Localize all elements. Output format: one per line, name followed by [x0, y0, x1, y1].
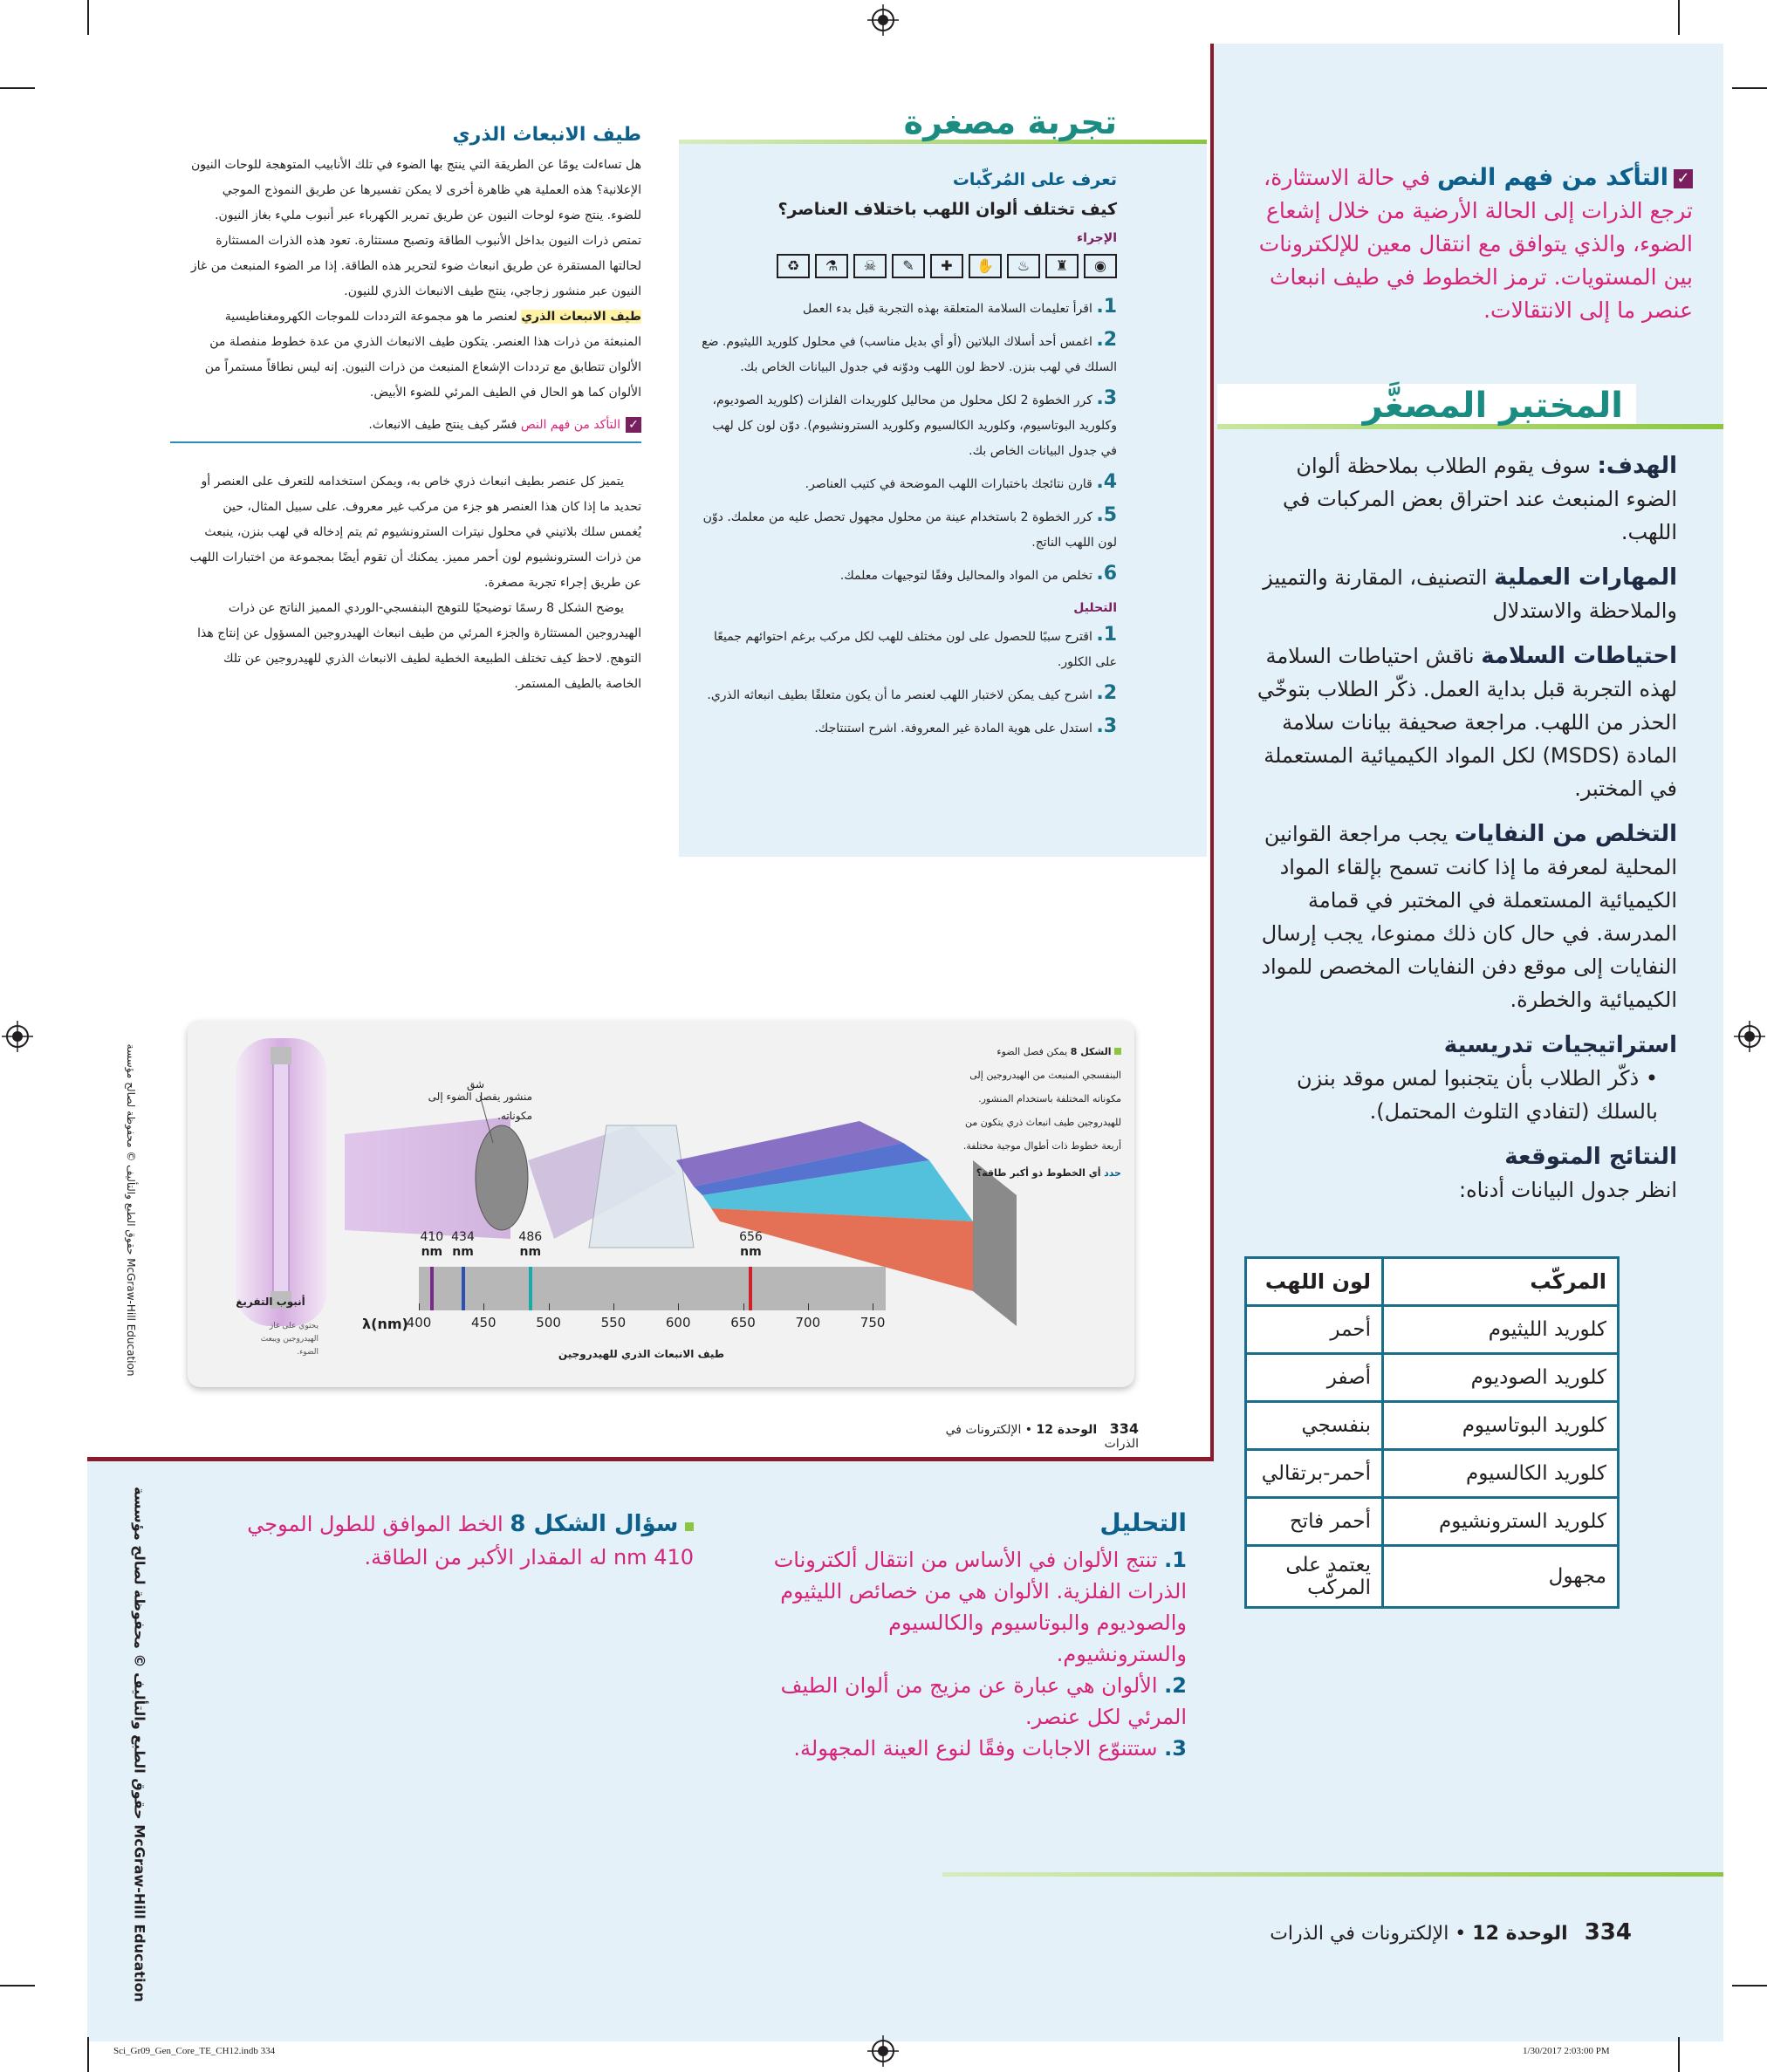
emission-line-unit: nm: [740, 1245, 762, 1259]
check-understanding-label: التأكد من فهم النص: [1437, 164, 1668, 191]
footer-unit-title: • الإلكترونات في الذرات: [1270, 1923, 1467, 1945]
caption-label: الشكل 8: [1070, 1046, 1112, 1057]
crop-mark: [0, 87, 35, 89]
table-header: المركّب: [1383, 1258, 1619, 1306]
list-item: 3. ستتنوّع الاجابات وفقًا لنوع العينة المجهولة.: [793, 1736, 1187, 1761]
list-item: 2. اغمس أحد أسلاك البلاتين (أو أي بديل مناسب) في محلول كلوريد الليثيوم. ضع السلك في لهب بنزن. لاحظ لون اللهب ودوّنه في جدول البيانات الخاص بك.: [702, 329, 1117, 374]
slug-file: Sci_Gr09_Gen_Core_TE_CH12.indb 334: [113, 2046, 276, 2056]
emission-line-label: [731, 1230, 770, 1260]
safety-icons: [698, 254, 1117, 278]
inner-unit-title: • الإلكترونات في الذرات: [945, 1423, 1139, 1451]
spectrum-tick: [549, 1303, 550, 1310]
answer-text: الألوان هي عبارة عن مزيج من ألوان الطيف المرئي لكل عنصر.: [780, 1673, 1187, 1729]
axis-label: λ(nm): [362, 1316, 408, 1332]
toxic-safety-icon: ☠: [853, 254, 887, 278]
experiment-subtitle: تعرف على المُركّبات: [952, 170, 1117, 189]
list-item: 3. كرر الخطوة 2 لكل محلول من محاليل كلوريدات الفلزات (كلوريد الصوديوم، وكلوريد البوتاسيوم، وكلوريد الكالسيوم وكلوريد السترونشيوم). دوّن لون كل لهب في جدول البيانات الخاص بك.: [712, 387, 1117, 458]
inner-unit: الوحدة 12: [1036, 1423, 1098, 1437]
emission-paragraph-3: يتميز كل عنصر بطيف انبعاث ذري خاص به، ويمكن استخدامه للتعرف على العنصر أو تحديد ما إذا كان هذا العنصر هو جزء من مركب غير معروف. على سبيل المثال، حين يُغمس سلك بلاتيني في محلول نيترات السترونشيوم ثم يتم إدخاله في لهب بنزن، ينبعث من ذرات السترونشيوم لون أحمر مميز. يمكنك أن تقوم أيضًا بمجموعة من اختبارات اللهب عن طريق إجراء تجربة مصغرة.: [189, 475, 641, 590]
crop-mark: [87, 0, 89, 35]
skills-label: المهارات العملية: [1494, 564, 1677, 591]
prism: [589, 1125, 694, 1248]
caption-bullet-icon: [1114, 1048, 1121, 1055]
minilab-title: المختبر المصغَّر: [1362, 386, 1623, 426]
list-item: 2. الألوان هي عبارة عن مزيج من ألوان الطيف المرئي لكل عنصر.: [780, 1673, 1187, 1729]
emission-paragraph-1: هل تساءلت يومًا عن الطريقة التي ينتج بها الضوء في تلك الأنابيب المتوهجة للوحات النيون الإعلانية؟ هذه العملية هي ظاهرة أخرى لا يمكن تفسيرها عن طريق النموذج الموجي للضوء. ينتج ضوء لوحات النيون عن طريق تمرير الكهرباء عبر أنبوب مليء بغاز النيون. تمتص ذرات النيون بداخل الأنبوب الطاقة وتصبح مستثارة. تعود هذه الذرات المستثارة لحالتها المستقرة عن طريق انبعاث ضوء لتحرير هذه الطاقة. إذا مر الضوء المنبعث من غاز النيون عبر منشور زجاجي، ينتج طيف الانبعاث الذري للنيون.: [190, 158, 641, 298]
slit-label: شق: [466, 1078, 484, 1091]
table-cell: أحمر-برتقالي: [1246, 1450, 1383, 1498]
experiment-question: كيف تختلف ألوان اللهب باختلاف العناصر؟: [777, 200, 1117, 219]
table-row: [1246, 1306, 1619, 1354]
registration-mark-icon: [867, 4, 899, 36]
definition-term: طيف الانبعاث الذري: [521, 310, 641, 324]
table-row: [1246, 1546, 1619, 1608]
safety-label: احتياطات السلامة: [1481, 643, 1677, 669]
figure-caption: [955, 1040, 1121, 1185]
page-footer: [1213, 1919, 1632, 1945]
mini-experiment-title: تجربة مصغرة: [903, 103, 1117, 141]
emission-line-nm: 410: [420, 1230, 444, 1244]
figure-8: [188, 1021, 1134, 1387]
analysis-text: استدل على هوية المادة غير المعروفة. اشرح استنتاجك.: [814, 721, 1092, 735]
analysis-list: [698, 622, 1117, 742]
spectrum-tick: [808, 1303, 809, 1310]
table-cell: أحمر: [1246, 1306, 1383, 1354]
disposal-safety-icon: ♻: [777, 254, 810, 278]
spectrum-tick: [678, 1303, 679, 1310]
emission-paragraph-4: يوضح الشكل 8 رسمًا توضيحيًا للتوهج البنفسجي-الوردي المميز الناتج عن ذرات الهيدروجين المستثارة والجزء المرئي من طيف انبعاث الهيدروجين المسؤول عن إنتاج هذا التوهج. لاحظ كيف تختلف الطبيعة الخطية لطيف الانبعاث الذري للهيدروجين عن تلك الخاصة بالطيف المستمر.: [197, 601, 641, 691]
figure-question-text: الخط الموافق للطول الموجي 410 nm له المقدار الأكبر من الطاقة.: [247, 1512, 694, 1569]
side-copyright-inner: McGraw-Hill Education حقوق الطبع والتأليف © محفوظة لصالح مؤسسة: [125, 1043, 137, 1377]
emission-line: [749, 1267, 752, 1310]
procedure-label: الإجراء: [1077, 231, 1117, 245]
results-text: انظر جدول البيانات أدناه:: [1459, 1178, 1677, 1202]
crop-mark: [0, 1985, 35, 1987]
slit-disc: [476, 1125, 528, 1230]
results-label: النتائج المتوقعة: [1504, 1144, 1677, 1170]
strategies-item-text: ذكّر الطلاب بأن يتجنبوا لمس موقد بنزن بالسلك (لتفادي التلوث المحتمل).: [1297, 1066, 1658, 1124]
footer-unit: الوحدة 12: [1472, 1923, 1568, 1945]
table-cell: يعتمد على المركّب: [1246, 1546, 1383, 1608]
list-item: 3. استدل على هوية المادة غير المعروفة. اشرح استنتاجك.: [814, 715, 1117, 737]
disposal-label: التخلص من النفايات: [1454, 821, 1677, 847]
emission-line: [462, 1267, 465, 1310]
page-number: 334: [1584, 1919, 1632, 1945]
inner-page-number: 334: [1109, 1420, 1139, 1437]
spectrum-label: طيف الانبعاث الذري للهيدروجين: [558, 1348, 725, 1360]
spectrum-tick-label: 400: [406, 1315, 432, 1330]
analysis-text: اقترح سببًا للحصول على لون مختلف للهب لكل مركب برغم احتوائهم جميعًا على الكلور.: [713, 630, 1117, 669]
tube-label: أنبوب التفريغ: [236, 1296, 305, 1308]
caption-question-label: حدد: [1104, 1167, 1121, 1179]
registration-mark-icon: [1734, 1021, 1765, 1052]
table-row: [1246, 1402, 1619, 1450]
inner-right-rule: [1210, 44, 1214, 1461]
check-understanding-box: [1239, 161, 1693, 327]
caption-text: يمكن فصل الضوء البنفسجي المنبعث من الهيدروجين إلى مكوناته المختلفة باستخدام المنشور. للهيدروجين طيف انبعاث ذري يتكون من أربعة خطوط ذات أطوال موجية مختلفة.: [962, 1046, 1121, 1152]
emission-check-text: فسّر كيف ينتج طيف الانبعاث.: [368, 418, 517, 432]
spectrum-tick-label: 500: [536, 1315, 561, 1330]
spectrum-tick: [613, 1303, 614, 1310]
spectrum-tick-label: 600: [665, 1315, 691, 1330]
spectrum-tick-label: 550: [600, 1315, 627, 1330]
side-copyright-outer: McGraw-Hill Education حقوق الطبع والتأليف © محفوظة لصالح مؤسسة: [131, 1487, 148, 2002]
table-header: لون اللهب: [1246, 1258, 1383, 1306]
step-text: كرر الخطوة 2 لكل محلول من محاليل كلوريدات الفلزات (كلوريد الصوديوم، وكلوريد البوتاسيوم، وكلوريد الكالسيوم وكلوريد السترونشيوم). دوّن لون كل لهب في جدول البيانات الخاص بك.: [712, 393, 1117, 458]
spectrum-tick-label: 650: [730, 1315, 756, 1330]
step-text: تخلص من المواد والمحاليل وفقًا لتوجيهات معلمك.: [839, 569, 1092, 583]
crop-mark: [1678, 0, 1680, 35]
table-cell: كلوريد السترونشيوم: [1383, 1498, 1619, 1546]
fire-safety-icon: ♨: [1007, 254, 1040, 278]
table-cell: كلوريد الليثيوم: [1383, 1306, 1619, 1354]
answer-text: ستتنوّع الاجابات وفقًا لنوع العينة المجهولة.: [793, 1736, 1158, 1761]
spectrum-tick: [743, 1303, 744, 1310]
inner-bottom-rule: [87, 1457, 1214, 1461]
table-cell: أصفر: [1246, 1354, 1383, 1402]
irritant-safety-icon: ✚: [930, 254, 963, 278]
tube-note: يحتوي على غاز الهيدروجين ويبعث الضوء.: [260, 1322, 318, 1357]
spectrum-tick-label: 450: [470, 1315, 497, 1330]
disposal-text: يجب مراجعة القوانين المحلية لمعرفة ما إذا كانت تسمح بإلقاء المواد الكيميائية المستعملة في المختبر في قمامة المدرسة. في حال كان ذلك ممنوعا، يجب إرسال النفايات إلى موقع دفن النفايات المخصص للمواد الكيميائية والخطرة.: [1261, 822, 1677, 1012]
goal-label: الهدف:: [1597, 453, 1677, 479]
emission-check-label: التأكد من فهم النص: [520, 418, 620, 432]
bullet-icon: [685, 1522, 694, 1531]
sharp-safety-icon: ✎: [892, 254, 925, 278]
emission-section: [188, 122, 641, 697]
spectrum-tick: [483, 1303, 484, 1310]
safety-text: ناقش احتياطات السلامة لهذه التجربة قبل بداية العمل. ذكّر الطلاب بتوخّي الحذر من اللهب. مراجعة صحيفة بيانات سلامة المادة (MSDS) لكل المواد الكيميائية المستعملة في المختبر.: [1257, 644, 1677, 801]
list-item: 1. تنتج الألوان في الأساس من انتقال ألكترونات الذرات الفلزية. الألوان هي من خصائص الليثيوم والصوديوم والبوتاسيوم والكالسيوم والسترونشيوم.: [773, 1548, 1187, 1666]
divider: [170, 441, 641, 443]
list-item: 1. اقرأ تعليمات السلامة المتعلقة بهذه التجربة قبل بدء العمل: [803, 296, 1117, 318]
registration-mark-icon: [867, 2035, 899, 2067]
emission-line-nm: 656: [739, 1230, 763, 1244]
table-cell: كلوريد البوتاسيوم: [1383, 1402, 1619, 1450]
caption-question: أي الخطوط ذو أكبر طاقة؟: [976, 1167, 1101, 1179]
discharge-tube: [273, 1056, 289, 1300]
data-table: [1244, 1256, 1620, 1609]
table-row: [1246, 1498, 1619, 1546]
analysis-answers-title: التحليل: [1099, 1508, 1187, 1537]
analysis-answers: [768, 1508, 1187, 1764]
table-cell: بنفسجي: [1246, 1402, 1383, 1450]
figure-question-answer: [223, 1508, 694, 1574]
minilab-body: [1248, 449, 1677, 1207]
screen: [973, 1160, 1017, 1326]
handwash-safety-icon: ✋: [969, 254, 1002, 278]
procedure-list: [698, 294, 1117, 589]
step-text: كرر الخطوة 2 باستخدام عينة من محلول مجهول تحصل عليه من معلمك. دوّن لون اللهب الناتج.: [702, 510, 1117, 550]
clothing-safety-icon: ♜: [1045, 254, 1079, 278]
slug-date: 1/30/2017 2:03:00 PM: [1523, 2046, 1610, 2056]
emission-paragraph-2: لعنصر ما هو مجموعة الترددات للموجات الكهرومغناطيسية المنبعثة من ذرات هذا العنصر. يتكون طيف الانبعاث الذري من عدة خطوط منفصلة من الألوان تتطابق مع ترددات الإشعاع المنبعث من ذرات النيون. إنه ليس نطاقاً مستمراً من الألوان كما هو الحال في الطيف المرئي للضوء الأبيض.: [204, 310, 641, 400]
crop-mark: [87, 2037, 89, 2072]
emission-line: [529, 1267, 532, 1310]
check-understanding-lead: في حالة: [1356, 165, 1431, 190]
emission-line-unit: nm: [421, 1245, 443, 1259]
table-cell: مجهول: [1383, 1546, 1619, 1608]
eye-safety-icon: ◉: [1084, 254, 1117, 278]
mini-experiment-body: [698, 170, 1117, 747]
spectrum-tick: [419, 1303, 420, 1310]
analysis-text: اشرح كيف يمكن لاختبار اللهب لعنصر ما أن يكون متعلقًا بطيف انبعاثه الذري.: [707, 688, 1092, 702]
step-text: اقرأ تعليمات السلامة المتعلقة بهذه التجربة قبل بدء العمل: [803, 302, 1092, 316]
checkbox-icon: ✓: [1674, 169, 1693, 188]
chemical-safety-icon: ⚗: [815, 254, 848, 278]
emission-line-nm: 434: [451, 1230, 475, 1244]
emission-line-label: [511, 1230, 550, 1260]
checkbox-icon: ✓: [626, 417, 641, 433]
answer-text: تنتج الألوان في الأساس من انتقال ألكترونات الذرات الفلزية. الألوان هي من خصائص الليثيوم والصوديوم والبوتاسيوم والكالسيوم والسترونشيوم.: [773, 1548, 1187, 1666]
list-item: 6. تخلص من المواد والمحاليل وفقًا لتوجيهات معلمك.: [839, 563, 1117, 585]
list-item: 2. اشرح كيف يمكن لاختبار اللهب لعنصر ما أن يكون متعلقًا بطيف انبعاثه الذري.: [707, 682, 1117, 704]
tube-cap: [271, 1047, 291, 1064]
table-row: [1246, 1354, 1619, 1402]
footer-green-rule: [942, 1872, 1723, 1877]
spectrum-tick-label: 700: [795, 1315, 821, 1330]
table-row: [1246, 1450, 1619, 1498]
step-text: قارن نتائجك باختبارات اللهب الموضحة في كتيب العناصر.: [805, 477, 1092, 491]
check-understanding-text: الاستثارة، ترجع الذرات إلى الحالة الأرضية من خلال إشعاع الضوء، والذي يتوافق مع انتقال معين للإلكترونات بين المستويات. ترمز الخطوط في طيف انبعاث عنصر ما إلى الانتقالات.: [1258, 165, 1693, 323]
list-item: 5. كرر الخطوة 2 باستخدام عينة من محلول مجهول تحصل عليه من معلمك. دوّن لون اللهب الناتج.: [702, 504, 1117, 550]
emission-line: [430, 1267, 434, 1310]
list-item: 1. اقترح سببًا للحصول على لون مختلف للهب لكل مركب برغم احتوائهم جميعًا على الكلور.: [713, 624, 1117, 669]
emission-line-unit: nm: [452, 1245, 474, 1259]
emission-line-label: [444, 1230, 483, 1260]
figure-question-label: سؤال الشكل 8: [510, 1511, 679, 1537]
skills-text: التصنيف، المقارنة والتمييز والملاحظة والاستدلال: [1263, 565, 1677, 623]
table-cell: كلوريد الصوديوم: [1383, 1354, 1619, 1402]
crop-mark: [1732, 1985, 1767, 1987]
registration-mark-icon: [2, 1021, 33, 1052]
emission-title: طيف الانبعاث الذري: [452, 124, 641, 146]
analysis-label: التحليل: [1073, 601, 1117, 615]
table-cell: أحمر فاتح: [1246, 1498, 1383, 1546]
step-text: اغمس أحد أسلاك البلاتين (أو أي بديل مناسب) في محلول كلوريد الليثيوم. ضع السلك في لهب بنزن. لاحظ لون اللهب ودوّنه في جدول البيانات الخاص بك.: [702, 335, 1117, 374]
prism-label: منشور يفصل الضوء إلى مكوناته.: [428, 1091, 532, 1122]
data-table-wrap: [1244, 1256, 1620, 1609]
crop-mark: [1732, 87, 1767, 89]
table-cell: كلوريد الكالسيوم: [1383, 1450, 1619, 1498]
strategies-label: استراتيجيات تدريسية: [1443, 1032, 1677, 1058]
strategies-item: • ذكّر الطلاب بأن يتجنبوا لمس موقد بنزن بالسلك (لتفادي التلوث المحتمل).: [1297, 1066, 1658, 1124]
spectrum-tick-label: 750: [860, 1315, 886, 1330]
goal-text: سوف يقوم الطلاب بملاحظة ألوان الضوء المنبعث عند احتراق بعض المركبات في اللهب.: [1283, 454, 1677, 544]
emission-line-unit: nm: [519, 1245, 542, 1259]
inner-footer: [912, 1420, 1139, 1451]
list-item: 4. قارن نتائجك باختبارات اللهب الموضحة في كتيب العناصر.: [805, 471, 1117, 493]
table-header-row: [1246, 1258, 1619, 1306]
emission-line-nm: 486: [518, 1230, 543, 1244]
spectrum-bar: [419, 1267, 886, 1310]
